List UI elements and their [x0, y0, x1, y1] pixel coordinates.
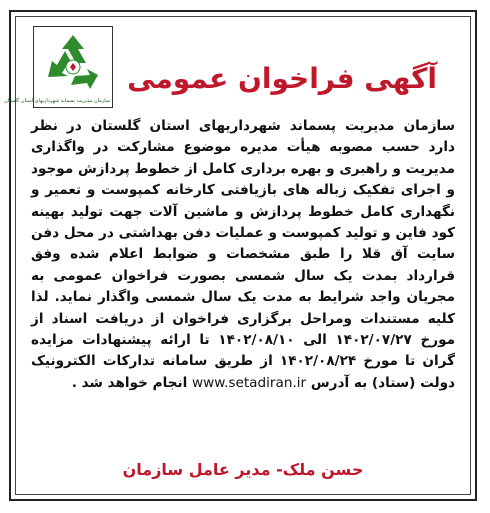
notice-body-closing: انجام خواهد شد . — [71, 374, 188, 391]
recycle-icon — [40, 31, 106, 93]
organization-logo — [4, 26, 113, 108]
signature: حسن ملک- مدیر عامل سازمان — [122, 460, 364, 479]
notice-body-text: سازمان مدیریت پسماند شهرداریهای استان گلستان در نظر دارد حسب مصوبه هیأت مدیره موضوع مشارکت در واگذاری مدیریت و راهبری و بهره برداری کامل از خطوط پردازش موجود و اجرای تفکیک زباله های بازیافتی کارخانه کمپوست و تعمیر و نگهداری کامل خطوط پردازش و ماشین آلات جهت تولید بهینه کود فاین و تولید کمپوست و عملیات دفن بهداشتی در محل دفن سایت آق قلا را طبق مشخصات و ضوابط اعلام شده وفق قرارداد بمدت یک سال شمسی بصورت فراخوان عمومی به مجریان واجد شرایط به مدت یک سال شمسی واگذار نماید. لذا کلیه مستندات ومراحل برگزاری فراخوان از دریافت اسناد از مورخ ۱۴۰۲/۰۷/۲۷ الی ۱۴۰۲/۰۸/۱۰ تا ارائه پیشنهادات مزایده گران تا مورخ ۱۴۰۲/۰۸/۲۴ از طریق سامانه تدارکات الکترونیک دولت (ستاد) به آدرس — [31, 118, 456, 391]
notice-frame — [4, 10, 477, 501]
logo-caption: سازمان مدیریت پسماند شهرداریهای استان گلستان — [4, 98, 110, 104]
notice-body — [31, 116, 455, 394]
website-link[interactable]: www.setadiran.ir — [191, 374, 307, 391]
notice-title: آگهی فراخوان عمومی — [127, 62, 437, 95]
